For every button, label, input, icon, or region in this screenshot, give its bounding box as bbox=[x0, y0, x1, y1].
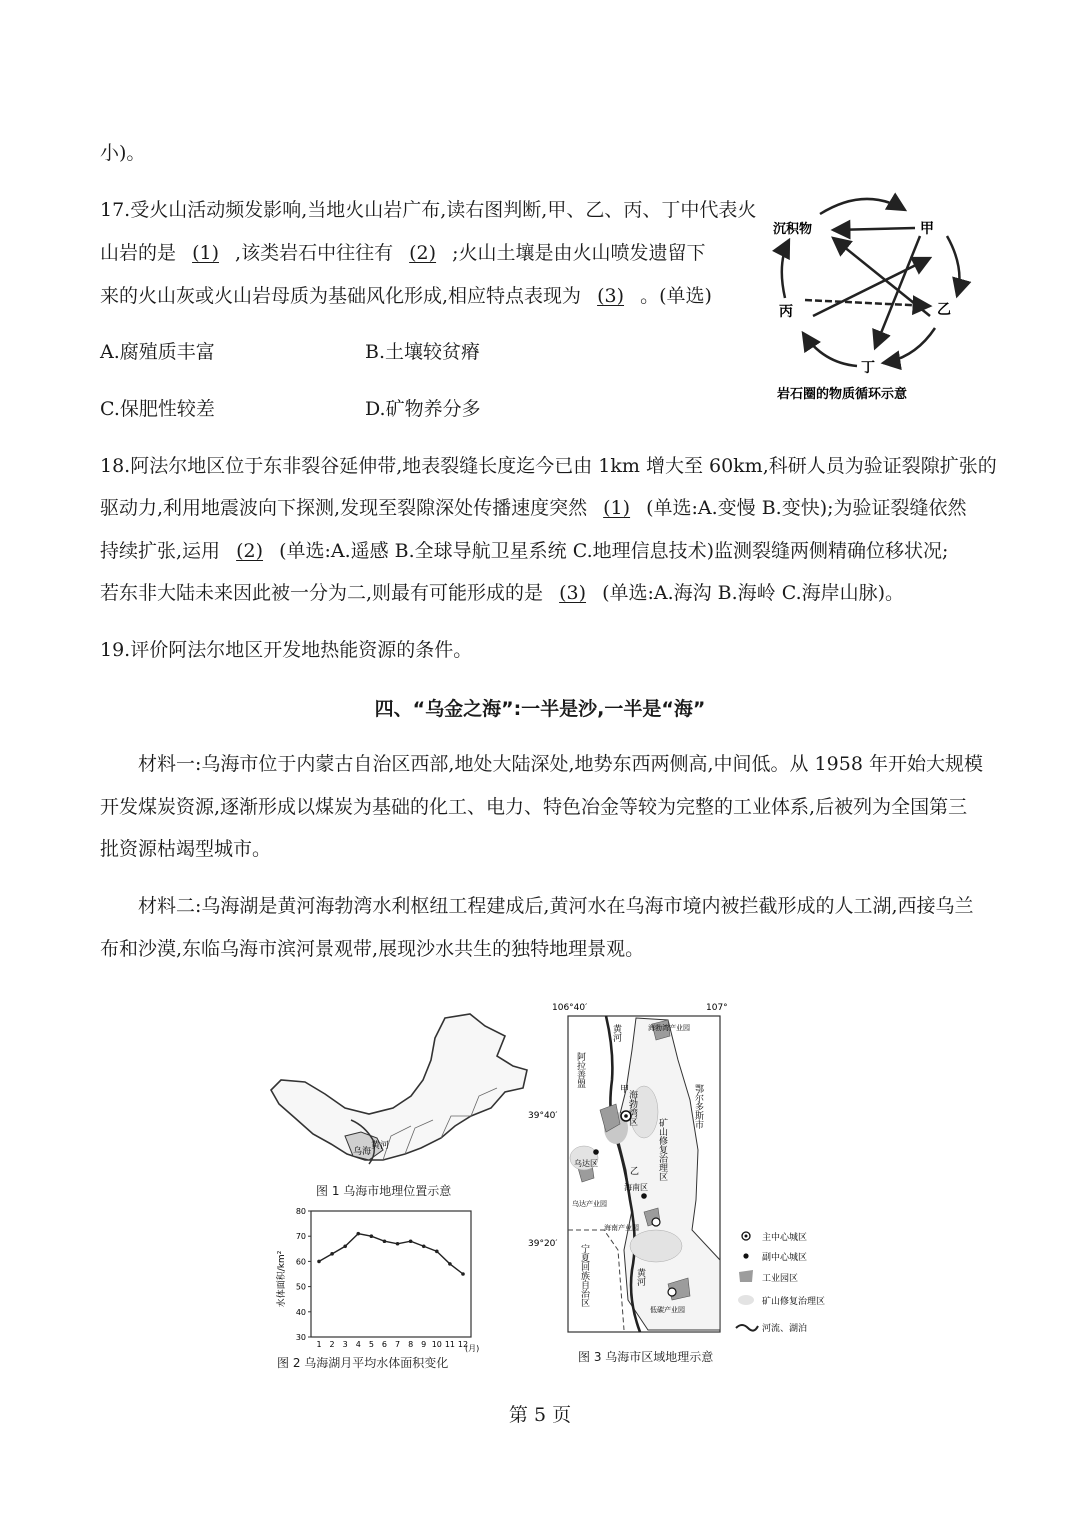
q17-blank-1[interactable]: (1) bbox=[192, 242, 219, 264]
legend-main-center: 主中心城区 bbox=[762, 1233, 808, 1243]
figure-1-location-map bbox=[265, 1008, 535, 1188]
q17-text-b: ,该类岩石中往往有 bbox=[235, 242, 394, 264]
x-tick-label: 12 bbox=[457, 1340, 469, 1349]
fig1-label-city: 乌海 bbox=[353, 1147, 372, 1157]
x-tick-label: 7 bbox=[394, 1340, 401, 1349]
fig3-label-alxa: 阿拉善盟 bbox=[575, 1052, 585, 1088]
data-point bbox=[422, 1244, 426, 1248]
q18-text-b: (单选:A.变慢 B.变快);为验证裂缝依然 bbox=[646, 497, 967, 519]
legend-industrial: 工业园区 bbox=[762, 1274, 799, 1284]
q17-line-2 bbox=[100, 240, 706, 266]
y-tick-label: 40 bbox=[295, 1307, 306, 1317]
figure-3-caption: 图 3 乌海市区域地理示意 bbox=[578, 1350, 714, 1364]
fig3-label-wuda: 乌达区 bbox=[574, 1159, 598, 1168]
y-tick-label: 60 bbox=[295, 1257, 306, 1267]
arrow-sediment-jia bbox=[820, 199, 905, 214]
q18-blank-3[interactable]: (3) bbox=[559, 582, 587, 604]
data-point bbox=[330, 1252, 334, 1256]
node-jia: 甲 bbox=[920, 221, 934, 237]
material1-line-3: 批资源枯竭型城市。 bbox=[100, 838, 272, 860]
x-tick-label: 6 bbox=[381, 1340, 388, 1349]
fig3-label-river-south: 黄河 bbox=[635, 1268, 645, 1286]
legend-river: 河流、湖泊 bbox=[762, 1324, 808, 1334]
main-center-hainan-park bbox=[652, 1218, 660, 1226]
fig3-label-river-north: 黄河 bbox=[611, 1024, 621, 1042]
material1-line-1: 材料一:乌海市位于内蒙古自治区西部,地处大陆深处,地势东西两侧高,中间低。从 1958 年开始大规模 bbox=[138, 753, 983, 775]
arrow-ding-bing bbox=[803, 333, 857, 366]
legend-industrial-icon bbox=[739, 1270, 753, 1282]
fig3-latitude-2: 39°20′ bbox=[528, 1239, 558, 1249]
page-number: 第 5 页 bbox=[508, 1404, 572, 1426]
fig3-latitude-1: 39°40′ bbox=[528, 1111, 558, 1121]
inner-mongolia-outline bbox=[271, 1014, 527, 1160]
data-point bbox=[396, 1242, 400, 1246]
q17-blank-2[interactable]: (2) bbox=[409, 242, 437, 264]
chart-plot-frame bbox=[311, 1211, 471, 1337]
data-point bbox=[370, 1234, 374, 1238]
sub-center-wuda bbox=[593, 1149, 599, 1155]
q17-text-a: 山岩的是 bbox=[100, 242, 177, 264]
x-tick-label: 1 bbox=[316, 1340, 322, 1349]
previous-answer-tail: 小)。 bbox=[100, 142, 146, 164]
material2-line-1: 材料二:乌海湖是黄河海勃湾水利枢纽工程建成后,黄河水在乌海市境内被拦截形成的人工湖,西接乌兰 bbox=[138, 895, 974, 917]
data-point bbox=[409, 1239, 413, 1243]
node-bing: 丙 bbox=[779, 304, 793, 320]
x-tick-label: 10 bbox=[431, 1340, 442, 1349]
q17-option-a[interactable]: A.腐殖质丰富 bbox=[100, 341, 215, 363]
fig3-label-lowcarbon: 低碳产业园 bbox=[650, 1306, 685, 1314]
rock-cycle-diagram bbox=[765, 188, 970, 408]
figure-3-regional-map bbox=[528, 1000, 826, 1345]
arrow-jia-sediment bbox=[833, 228, 915, 230]
node-sediment: 沉积物 bbox=[773, 222, 813, 237]
q18-line-1: 18.阿法尔地区位于东非裂谷延伸带,地表裂缝长度迄今已由 1km 增大至 60km,科研人员为验证裂隙扩张的 bbox=[100, 455, 997, 477]
fig3-label-haibowan-district: 海勃湾区 bbox=[627, 1090, 637, 1126]
q18-blank-2[interactable]: (2) bbox=[236, 540, 264, 562]
figure-1-caption: 图 1 乌海市地理位置示意 bbox=[316, 1184, 452, 1198]
chart-x-unit: (月) bbox=[465, 1344, 480, 1353]
data-point bbox=[383, 1239, 387, 1243]
node-ding: 丁 bbox=[861, 360, 875, 376]
q18-text-f: (单选:A.海沟 B.海岭 C.海岸山脉)。 bbox=[602, 582, 905, 604]
arrow-bing-sediment bbox=[782, 240, 789, 298]
q18-line-4 bbox=[100, 580, 904, 606]
legend-mine-icon bbox=[738, 1295, 754, 1305]
q18-line-3 bbox=[100, 538, 948, 564]
q17-option-d[interactable]: D.矿物养分多 bbox=[365, 398, 481, 420]
arrow-jia-yi bbox=[947, 236, 959, 296]
chart-series-line bbox=[319, 1234, 463, 1274]
rock-cycle-caption: 岩石圈的物质循环示意 bbox=[777, 387, 908, 402]
y-tick-label: 30 bbox=[295, 1333, 306, 1342]
fig3-label-yi: 乙 bbox=[630, 1167, 640, 1177]
fig3-label-hainan-industrial: 海南产业园 bbox=[604, 1224, 639, 1232]
x-tick-label: 9 bbox=[421, 1340, 427, 1349]
fig3-label-jia: 甲 bbox=[620, 1085, 630, 1095]
fig3-label-mine-area: 矿山修复治理区 bbox=[657, 1118, 667, 1181]
data-point bbox=[356, 1232, 360, 1236]
y-tick-label: 50 bbox=[295, 1282, 306, 1292]
fig1-label-river: 黄河 bbox=[371, 1141, 390, 1151]
data-point bbox=[343, 1244, 347, 1248]
x-tick-label: 5 bbox=[368, 1340, 374, 1349]
x-tick-label: 8 bbox=[408, 1340, 414, 1349]
q17-option-c[interactable]: C.保肥性较差 bbox=[100, 398, 215, 420]
section-title: 四、“乌金之海”:一半是沙,一半是“海” bbox=[374, 698, 706, 720]
fig3-longitude-1: 106°40′ bbox=[552, 1003, 588, 1013]
fig3-label-wuda-industrial: 乌达产业园 bbox=[572, 1200, 607, 1208]
legend-river-icon bbox=[736, 1325, 758, 1331]
arrow-yi-ding bbox=[883, 328, 935, 363]
data-point bbox=[435, 1250, 439, 1254]
y-tick-label: 80 bbox=[295, 1207, 306, 1216]
fig3-label-ningxia: 宁夏回族自治区 bbox=[579, 1244, 589, 1307]
fig3-label-ordos: 鄂尔多斯市 bbox=[693, 1084, 703, 1129]
x-tick-label: 11 bbox=[444, 1340, 456, 1349]
x-tick-label: 3 bbox=[342, 1340, 348, 1349]
figure-2-chart bbox=[275, 1205, 490, 1360]
fig3-legend bbox=[736, 1231, 825, 1334]
arrow-bing-jia bbox=[813, 258, 930, 316]
data-point bbox=[317, 1260, 321, 1264]
q18-blank-1[interactable]: (1) bbox=[603, 497, 631, 519]
q18-line-2 bbox=[100, 495, 967, 521]
q17-line-3 bbox=[100, 283, 712, 309]
legend-mine: 矿山修复治理区 bbox=[762, 1297, 826, 1307]
fig3-longitude-2: 107° bbox=[706, 1003, 728, 1013]
q18-text-a: 驱动力,利用地震波向下探测,发现至裂隙深处传播速度突然 bbox=[100, 497, 588, 519]
q19-text: 19.评价阿法尔地区开发地热能资源的条件。 bbox=[100, 639, 473, 661]
figure-2-caption: 图 2 乌海湖月平均水体面积变化 bbox=[277, 1356, 449, 1370]
q17-text-d: 来的火山灰或火山岩母质为基础风化形成,相应特点表现为 bbox=[100, 285, 582, 307]
mine-restoration-area-3 bbox=[630, 1230, 682, 1262]
data-point bbox=[461, 1272, 465, 1276]
q18-text-c: 持续扩张,运用 bbox=[100, 540, 221, 562]
legend-sub-center: 副中心城区 bbox=[762, 1253, 808, 1263]
data-point bbox=[448, 1262, 452, 1266]
main-center-lowcarbon bbox=[668, 1288, 676, 1296]
legend-sub-center-icon bbox=[743, 1253, 748, 1258]
sub-center-hainan bbox=[641, 1193, 647, 1199]
x-tick-label: 2 bbox=[329, 1340, 335, 1349]
q17-text-c: ;火山土壤是由火山喷发遗留下 bbox=[452, 242, 706, 264]
material2-line-2: 布和沙漠,东临乌海市滨河景观带,展现沙水共生的独特地理景观。 bbox=[100, 938, 645, 960]
q17-text-e: 。(单选) bbox=[640, 285, 712, 307]
q17-blank-3[interactable]: (3) bbox=[597, 285, 625, 307]
chart-y-axis-label: 水体面积/km² bbox=[277, 1250, 287, 1308]
q18-text-e: 若东非大陆未来因此被一分为二,则最有可能形成的是 bbox=[100, 582, 544, 604]
node-yi: 乙 bbox=[937, 302, 951, 318]
material1-line-2: 开发煤炭资源,逐渐形成以煤炭为基础的化工、电力、特色冶金等较为完整的工业体系,后被列为全国第三 bbox=[100, 796, 968, 818]
y-tick-label: 70 bbox=[295, 1232, 306, 1242]
fig3-label-hainan: 海南区 bbox=[624, 1183, 648, 1192]
arrow-jia-ding bbox=[875, 236, 920, 348]
x-tick-label: 4 bbox=[355, 1340, 361, 1349]
q17-option-b[interactable]: B.土壤较贫瘠 bbox=[365, 341, 481, 363]
q17-line-1: 17.受火山活动频发影响,当地火山岩广布,读右图判断,甲、乙、丙、丁中代表火 bbox=[100, 199, 757, 221]
q18-text-d: (单选:A.遥感 B.全球导航卫星系统 C.地理信息技术)监测裂缝两侧精确位移状况; bbox=[279, 540, 949, 562]
fig3-label-haibowan-industrial: 海勃湾产业园 bbox=[648, 1024, 690, 1032]
